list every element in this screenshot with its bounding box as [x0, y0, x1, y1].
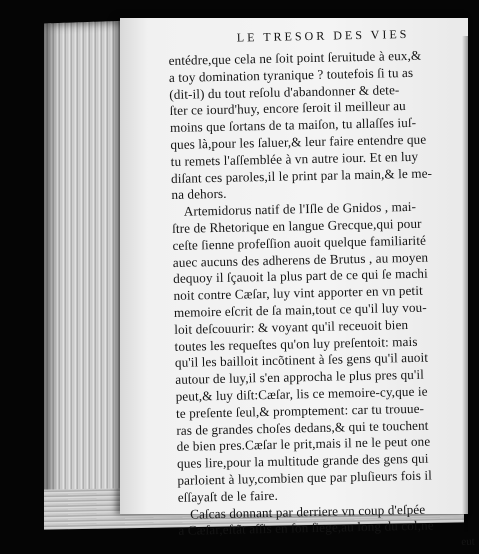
- text-line: a toy domination tyranique ? toutefois ſi tu as: [168, 64, 414, 85]
- book-page: [120, 18, 475, 549]
- text-line: na dehors.: [171, 186, 227, 203]
- text-line: diſant ces paroles,il le print par la main,& le me-: [170, 165, 433, 186]
- text-line: eſſayaſt de le faire.: [177, 487, 279, 505]
- text-line: toutes les requeſtes qu'on luy preſentoit: mais: [174, 333, 418, 354]
- text-line: te preſente ſeul,& promptement: car tu trouue-: [175, 400, 425, 421]
- page-edges: [44, 20, 130, 523]
- text-line: (dit-il) du tout reſolu d'abandonner & dete-: [169, 81, 400, 102]
- text-line: ras de grandes choſes dedans,& qui te touchent: [176, 417, 429, 438]
- text-line: loit deſcouurir: & voyant qu'il receuoit bien: [174, 316, 409, 337]
- text-line: Artemidorus natif de l'Iſle de Gnidos , mai-: [183, 199, 417, 219]
- running-head: LE TRESOR DES VIES: [236, 26, 410, 45]
- text-line: tu remets l'aſſemblée à vn autre iour. Et en luy: [170, 148, 419, 169]
- text-line: de bien pres.Cæſar le prit,mais il ne le peut one: [176, 433, 431, 455]
- text-line: ceſte ſienne profeſſion auoit quelque familiarité: [172, 232, 427, 253]
- text-line: ſtre de Rhetorique en langue Grecque,qui pour: [171, 215, 422, 236]
- text-line: moins que ſortans de ta maiſon, tu allaſſes iuſ-: [169, 115, 417, 136]
- page-text-block: [168, 26, 479, 554]
- page-shadow: [462, 36, 468, 532]
- text-line: memoire eſcrit de ſa main,tout ce qu'il luy vou-: [173, 299, 427, 320]
- text-line: a Cæſar,eſtãt aſſis en ſon ſiege,au long du col,ne: [178, 517, 434, 539]
- text-line: peut,& luy diſt:Cæſar, lis ce memoire-cy,que ie: [175, 383, 428, 404]
- text-line: entédre,que cela ne ſoit point ſeruitude à eux,&: [168, 47, 422, 68]
- text-line: parloient à luy,combien que par pluſieurs fois il: [177, 467, 433, 488]
- text-line: ſter ce iourd'huy, encore ſeroit il meilleur au: [169, 98, 406, 119]
- text-line: qu'il les bailloit incõtinent à ſes gens qu'il auoit: [174, 349, 429, 371]
- catchword: eut: [461, 535, 475, 549]
- text-line: noit contre Cæſar, luy vint apporter en vn petit: [173, 282, 423, 304]
- text-line: dequoy il ſçauoit la plus part de ce qui ſe machi: [173, 265, 428, 287]
- text-line: Caſcas donnant par derriere vn coup d'eſpée: [189, 501, 426, 522]
- text-lines: [168, 47, 478, 540]
- text-line: auec aucuns des adherens de Brutus , au moyen: [172, 249, 429, 270]
- text-line: ques là,pour les ſaluer,& leur faire entendre que: [170, 131, 427, 152]
- text-line: ques lire,pour la multitude grande des gens qui: [176, 450, 429, 472]
- text-line: autour de luy,il s'en approcha le plus pres qu'il: [175, 366, 425, 388]
